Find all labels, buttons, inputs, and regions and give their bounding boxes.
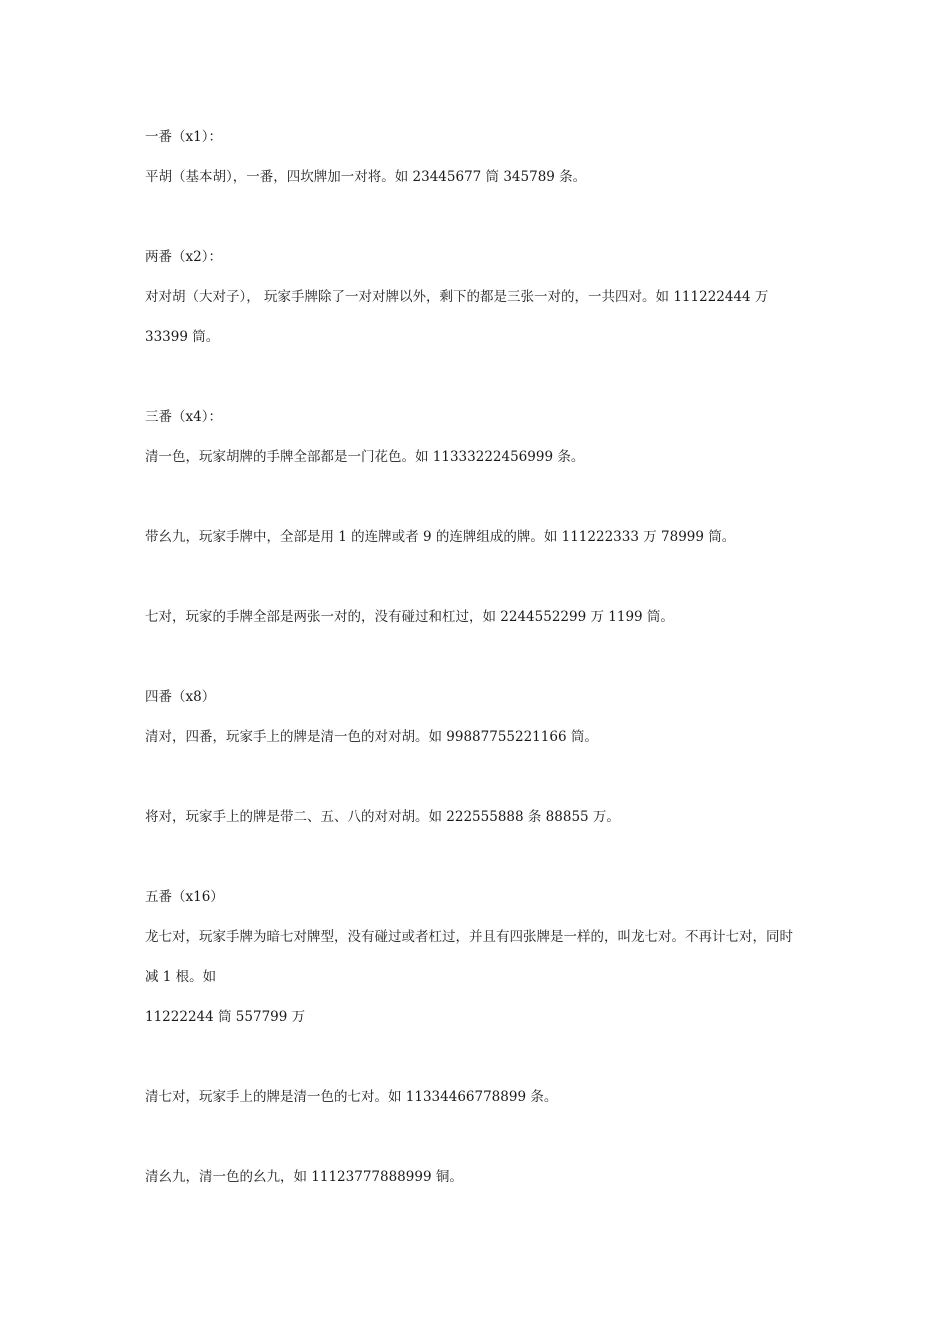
paragraph-ping-hu: 平胡（基本胡），一番，四坎牌加一对将。如 23445677 筒 345789 条。 <box>145 169 587 185</box>
paragraph-dai-yao-jiu: 带幺九，玩家手牌中，全部是用 1 的连牌或者 9 的连牌组成的牌。如 111222333 万 78999 筒。 <box>145 529 736 545</box>
heading-three-fan: 三番（x4）： <box>145 409 222 425</box>
paragraph-long-qi-dui: 龙七对，玩家手牌为暗七对牌型，没有碰过或者杠过，并且有四张牌是一样的，叫龙七对。不再计七对，同时 <box>145 929 793 945</box>
paragraph-qing-qi-dui: 清七对，玩家手上的牌是清一色的七对。如 11334466778899 条。 <box>145 1089 558 1105</box>
paragraph-qing-yi-se: 清一色，玩家胡牌的手牌全部都是一门花色。如 11333222456999 条。 <box>145 449 585 465</box>
paragraph-jiang-dui: 将对，玩家手上的牌是带二、五、八的对对胡。如 222555888 条 88855 万。 <box>145 809 620 825</box>
heading-five-fan: 五番（x16） <box>145 889 224 905</box>
heading-one-fan: 一番（x1）： <box>145 129 222 145</box>
paragraph-dui-dui-hu: 对对胡（大对子）， 玩家手牌除了一对对牌以外，剩下的都是三张一对的，一共四对。如 111222444 万 <box>145 289 769 305</box>
paragraph-long-qi-dui-cont: 减 1 根。如 <box>145 969 217 985</box>
paragraph-dui-dui-hu-cont: 33399 筒。 <box>145 329 220 345</box>
paragraph-qing-dui: 清对，四番，玩家手上的牌是清一色的对对胡。如 99887755221166 筒。 <box>145 729 598 745</box>
paragraph-long-qi-dui-example: 11222244 筒 557799 万 <box>145 1009 306 1025</box>
paragraph-qi-dui: 七对，玩家的手牌全部是两张一对的，没有碰过和杠过，如 2244552299 万 1199 筒。 <box>145 609 674 625</box>
heading-two-fan: 两番（x2）： <box>145 249 222 265</box>
heading-four-fan: 四番（x8） <box>145 689 216 705</box>
paragraph-qing-yao-jiu: 清幺九，清一色的幺九，如 11123777888999 铜。 <box>145 1169 463 1185</box>
